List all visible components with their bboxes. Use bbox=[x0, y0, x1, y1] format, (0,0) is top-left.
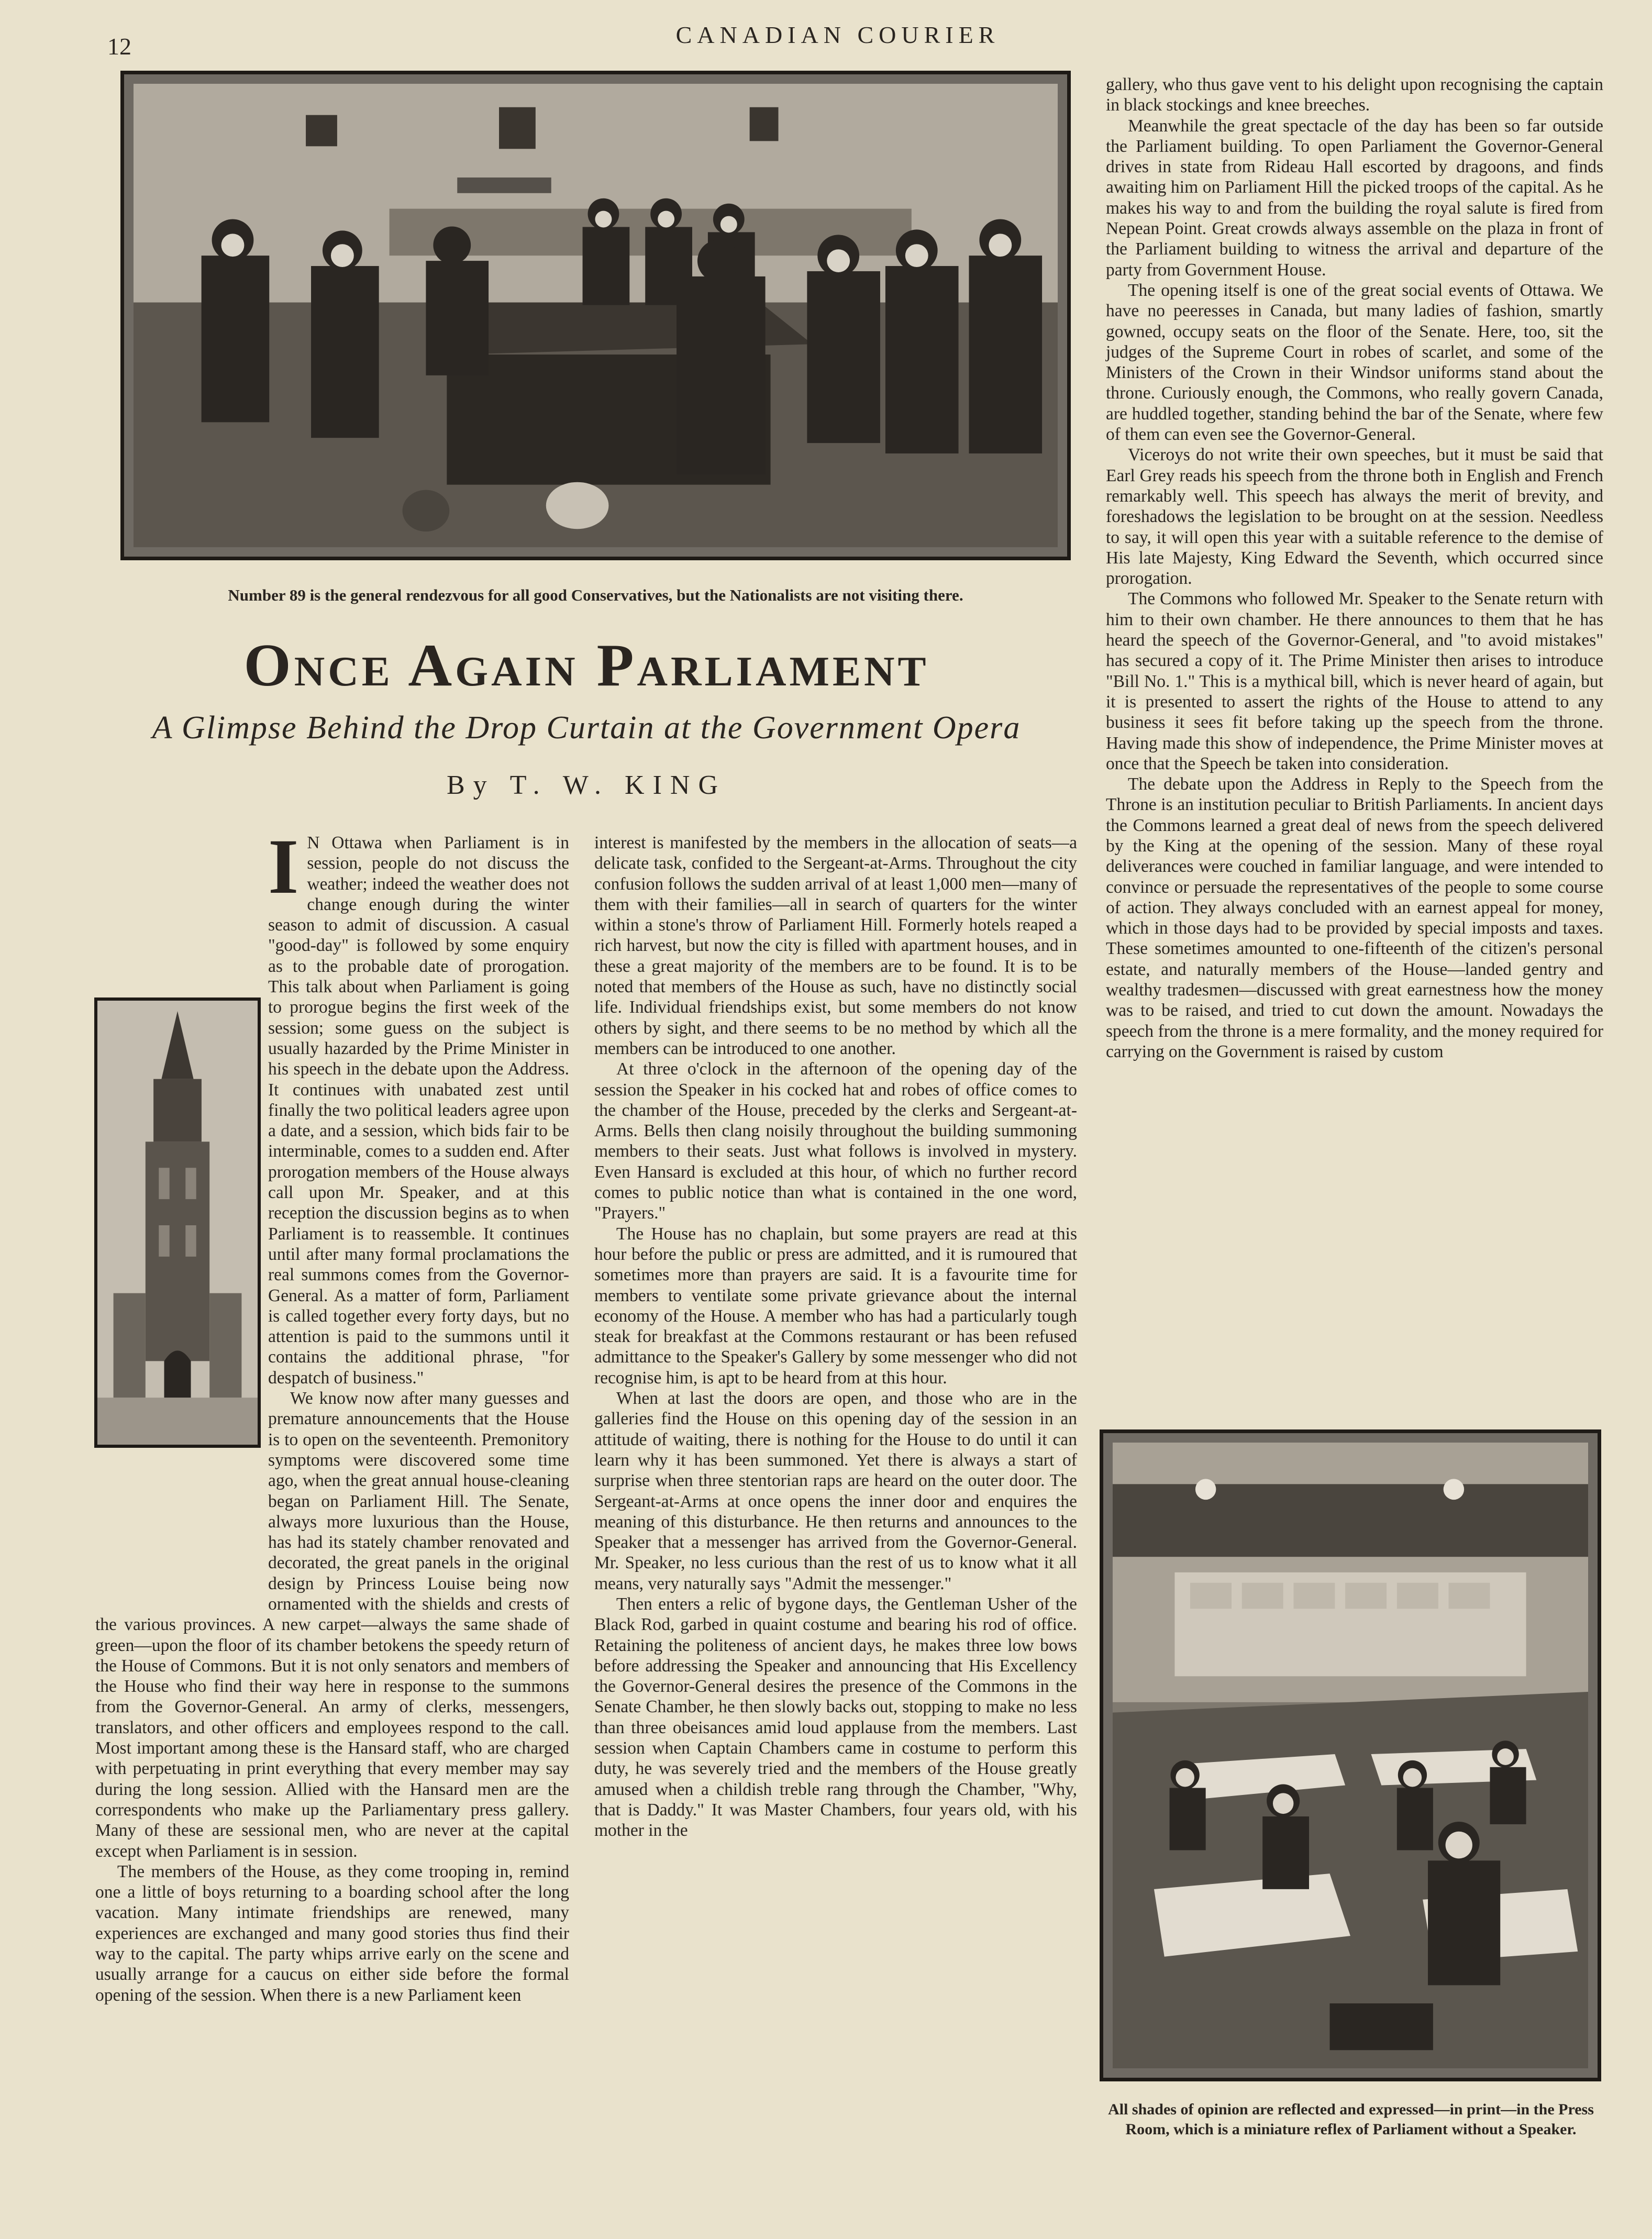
article-column-2 bbox=[594, 833, 1077, 1841]
drop-cap: I bbox=[268, 823, 299, 910]
article-byline: By T. W. KING bbox=[447, 770, 726, 800]
paragraph: gallery, who thus gave vent to his delight upon recognising the captain in black stockings and knee breeches. bbox=[1106, 75, 1603, 115]
article-column-3 bbox=[1106, 74, 1603, 1062]
conservative-room-photo bbox=[120, 71, 1071, 560]
paragraph: The members of the House, as they come trooping in, remind one a little of boys returning to a boarding school after the long vacation. Many intimate friendships are renewed, many experiences are exchanged and many good stories thus find their way to the capital. The party whips arrive early on the scene and usually arrange for a caucus on either side before the formal opening of the session. When there is a new Parliament keen bbox=[95, 1861, 569, 2005]
paragraph: We know now after many guesses and premature announcements that the House is to open on the seventeenth. Premonitory symptoms were discovered some time ago, when the great annual house-cleaning began on Parliament Hill. The Senate, always more luxurious than the House, has had its stately chamber renovated and decorated, the great panels in the original design by Princess Louise being now ornamented with the shields and crests of the various provinces. A new carpet—always the same shade of green—upon the floor of its chamber betokens the speedy return of the House of Commons. But it is not only senators and members of the House who find their way here in response to the summons from the Governor-General. An army of clerks, messengers, translators, and other officers and employees respond to the call. Most important among these is the Hansard staff, who are charged with perpetuating in print everything that every member may say during the long session. Allied with the Hansard men are the correspondents who make up the Parliamentary press gallery. Many of these are sessional men, who are never at the capital except when Parliament is in session. bbox=[95, 1389, 569, 1861]
committee-room-illustration bbox=[134, 84, 1058, 547]
paragraph: N Ottawa when Parliament is in session, people do not discuss the weather; indeed the weather does not change enough during the winter season to admit of discussion. A casual "good-day" is followed by some enquiry as to the probable date of prorogation. This talk about when Parliament is going to prorogue begins the first week of the session; some guess on the subject is usually hazarded by the Prime Minister in his speech in the debate upon the Address. It continues with unabated zest until finally the two political leaders agree upon a date, and a session, which bids fair to be interminable, comes to a sudden end. After prorogation members of the House always call upon Mr. Speaker, and at this reception the discussion begins as to when Parliament is to reassemble. It continues until after many formal proclamations the real summons comes from the Governor-General. As a matter of form, Parliament is called together every forty days, but no attention is paid to the summons until it contains the additional phrase, "for despatch of business." bbox=[268, 833, 569, 1388]
paragraph: Viceroys do not write their own speeches, but it must be said that Earl Grey reads his speech from the throne both in English and French remarkably well. This speech has always the merit of brevity, and foreshadows the legislation to be brought on at the session. Needless to say, it will open this year with a suitable reference to the demise of His late Majesty, King Edward the Seventh, which occurred since prorogation. bbox=[1106, 445, 1603, 589]
press-room-illustration bbox=[1113, 1443, 1588, 2068]
indent-spacer bbox=[95, 980, 268, 1614]
photo2-caption: All shades of opinion are reflected and expressed—in print—in the Press Room, which is a miniature reflex of Parliament without a Speaker. bbox=[1108, 2101, 1594, 2138]
paragraph: Meanwhile the great spectacle of the day has been so far outside the Parliament building. To open Parliament the Governor-General drives in state from Rideau Hall escorted by dragoons, and finds awaiting him on Parliament Hill the picked troops of the capital. As he makes his way to and from the building the royal salute is fired from Nepean Point. Great crowds always assemble on the plaza in front of the Parliament building to witness the arrival and departure of the party from Government House. bbox=[1106, 116, 1603, 280]
paragraph: The debate upon the Address in Reply to the Speech from the Throne is an institution peculiar to British Parliaments. In ancient days the Commons learned a great deal of news from the speech delivered by the King at the opening of the session. Many of these royal deliverances were couched in familiar language, and were intended to convince or persuade the representatives of the people to some course of action. They always concluded with an earnest appeal for money, which in those days had to be provided by special imposts and taxes. These sometimes amounted to one-fifteenth of the citizen's personal estate, and naturally members of the House—landed gentry and wealthy tradesmen—discussed with great earnestness how the money was to be raised, and tried to cut down the amount. Nowadays the speech from the throne is a mere formality, and the money required for carrying on the Government is raised by custom bbox=[1106, 774, 1603, 1061]
paragraph: The opening itself is one of the great social events of Ottawa. We have no peeresses in Canada, but many ladies of fashion, smartly gowned, occupy seats on the floor of the Senate. Here, too, sit the judges of the Supreme Court in robes of scarlet, and some of the Ministers of the Crown in their Windsor uniforms stand about the throne. Curiously enough, the Commons, who really govern Canada, are huddled together, standing behind the bar of the Senate, where few of them can even see the Governor-General. bbox=[1106, 280, 1603, 445]
paragraph: The Commons who followed Mr. Speaker to the Senate return with him to their own chamber. He there announces to them that he has heard the speech of the Governor-General, and "to avoid mistakes" has secured a copy of it. The Prime Minister then arises to introduce "Bill No. 1." This is a mythical bill, which is never heard of again, but it is presented to assert the rights of the House to attend to any business it sees fit before taking up the speech from the throne. Having made this show of independence, the Prime Minister moves at once that the Speech be taken into consideration. bbox=[1106, 589, 1603, 773]
press-room-photo bbox=[1100, 1429, 1601, 2081]
page-number: 12 bbox=[107, 33, 131, 60]
article-subtitle: A Glimpse Behind the Drop Curtain at the Government Opera bbox=[152, 710, 1021, 746]
article-title: Once Again Parliament bbox=[243, 632, 929, 699]
photo1-caption: Number 89 is the general rendezvous for all good Conservatives, but the Nationalists are not visiting there. bbox=[228, 586, 963, 604]
paragraph: When at last the doors are open, and those who are in the galleries find the House on this opening day of the session in an attitude of waiting, there is nothing for the House to do until it can learn why it has been summoned. Yet there is always a start of surprise when three stentorian raps are heard on the outer door. The Sergeant-at-Arms at once opens the inner door and enquires the meaning of this disturbance. He then returns and announces to the Speaker that a messenger has arrived from the Governor-General. Mr. Speaker, no less curious than the rest of us to know what it all means, very naturally says "Admit the messenger." bbox=[594, 1389, 1077, 1593]
paragraph: interest is manifested by the members in the allocation of seats—a delicate task, confided to the Sergeant-at-Arms. Throughout the city confusion follows the sudden arrival of at least 1,000 men—many of them with their families—all in search of quarters for the winter within a stone's throw of Parliament Hill. Formerly hotels reaped a rich harvest, but now the city is filled with apartment houses, and in these a great majority of the members are to be found. It is to be noted that members of the House as such, have no distinctly social life. Individual friendships exist, but some members do not know others by sight, and there seems to be no method by which all the members can be introduced to one another. bbox=[594, 833, 1077, 1058]
article-column-1 bbox=[95, 823, 569, 2005]
running-head: CANADIAN COURIER bbox=[675, 21, 1000, 48]
paragraph: Then enters a relic of bygone days, the Gentleman Usher of the Black Rod, garbed in quaint costume and bearing his rod of office. Retaining the politeness of ancient days, he makes three low bows before addressing the Speaker and announcing that His Excellency the Governor-General desires the presence of the Commons in the Senate Chamber, he then slowly backs out, stopping to make no less than three obeisances amid loud applause from the members. Last session when Captain Chambers came in costume to perform this duty, he was severely tried and the members of the House greatly amused when a childish treble rang through the Chamber, "Why, that is Daddy." It was Master Chambers, four years old, with his mother in the bbox=[594, 1594, 1077, 1841]
paragraph: The House has no chaplain, but some prayers are read at this hour before the public or press are admitted, and it is rumoured that sometimes more than prayers are said. It is a favourite time for members to ventilate some private grievance about the internal economy of the House. A member who has had a particularly tough steak for breakfast at the Commons restaurant or has been refused admittance to the Speaker's Gallery by some messenger who did not recognise him, is apt to be heard from at this hour. bbox=[594, 1224, 1077, 1388]
paragraph: At three o'clock in the afternoon of the opening day of the session the Speaker in his cocked hat and robes of office comes to the chamber of the House, preceded by the clerks and Sergeant-at-Arms. Bells then clang noisily throughout the building summoning members to their seats. Just what follows is involved in mystery. Even Hansard is excluded at this hour, of which no further record comes to public notice than what is contained in the one word, "Prayers." bbox=[594, 1059, 1077, 1223]
